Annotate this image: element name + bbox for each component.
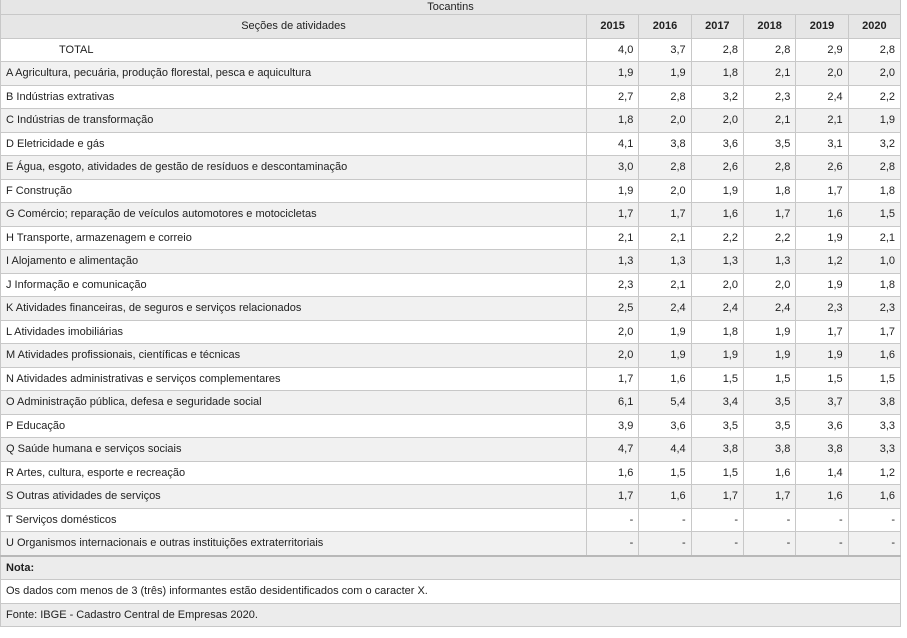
row-value: 1,6: [796, 203, 848, 227]
row-value: 1,9: [691, 179, 743, 203]
row-value: 2,0: [639, 179, 691, 203]
row-value: 2,8: [639, 85, 691, 109]
row-value: 1,8: [587, 109, 639, 133]
row-value: 3,8: [796, 438, 848, 462]
row-value: 2,0: [796, 62, 848, 86]
row-value: -: [639, 508, 691, 532]
row-value: 2,5: [587, 297, 639, 321]
row-value: 6,1: [587, 391, 639, 415]
row-value: 3,8: [639, 132, 691, 156]
row-value: 4,0: [587, 38, 639, 62]
table-row: [1, 461, 901, 485]
row-label: C Indústrias de transformação: [1, 109, 587, 133]
row-value: 1,6: [639, 485, 691, 509]
row-label: B Indústrias extrativas: [1, 85, 587, 109]
row-value: 1,7: [743, 485, 795, 509]
row-value: 1,9: [848, 109, 900, 133]
row-value: 3,5: [691, 414, 743, 438]
row-value: 1,7: [587, 485, 639, 509]
row-label: Q Saúde humana e serviços sociais: [1, 438, 587, 462]
row-value: 2,4: [691, 297, 743, 321]
row-value: 2,1: [743, 62, 795, 86]
row-value: 1,6: [848, 485, 900, 509]
row-value: 2,4: [743, 297, 795, 321]
row-value: 1,8: [848, 179, 900, 203]
row-value: 2,8: [848, 156, 900, 180]
table-row: [1, 344, 901, 368]
row-value: 3,7: [639, 38, 691, 62]
row-value: 1,7: [796, 179, 848, 203]
row-value: 1,8: [691, 320, 743, 344]
row-value: 2,8: [691, 38, 743, 62]
row-label: R Artes, cultura, esporte e recreação: [1, 461, 587, 485]
row-value: 1,4: [796, 461, 848, 485]
row-value: 1,3: [587, 250, 639, 274]
table-row: [1, 109, 901, 133]
column-header-row: [1, 15, 901, 39]
row-value: 2,8: [743, 156, 795, 180]
row-value: 1,5: [639, 461, 691, 485]
row-value: -: [796, 508, 848, 532]
row-value: 1,2: [848, 461, 900, 485]
row-value: 2,2: [691, 226, 743, 250]
row-value: 1,9: [587, 179, 639, 203]
row-label: G Comércio; reparação de veículos automotores e motocicletas: [1, 203, 587, 227]
row-value: 2,2: [743, 226, 795, 250]
row-value: 1,9: [691, 344, 743, 368]
region-header-row: [1, 0, 901, 15]
row-value: 2,0: [848, 62, 900, 86]
table-row: [1, 250, 901, 274]
row-value: 1,5: [691, 367, 743, 391]
row-value: 1,7: [639, 203, 691, 227]
table-row: [1, 297, 901, 321]
row-value: 1,6: [848, 344, 900, 368]
row-value: 2,0: [743, 273, 795, 297]
row-value: 1,5: [743, 367, 795, 391]
row-value: 1,7: [743, 203, 795, 227]
table-row: [1, 438, 901, 462]
row-value: 3,8: [743, 438, 795, 462]
row-value: -: [848, 532, 900, 556]
row-value: 1,8: [848, 273, 900, 297]
row-value: 2,1: [796, 109, 848, 133]
table-row: [1, 532, 901, 556]
row-value: 1,2: [796, 250, 848, 274]
row-value: 1,9: [639, 62, 691, 86]
row-value: 2,0: [691, 273, 743, 297]
row-value: 1,8: [743, 179, 795, 203]
row-value: 2,0: [587, 320, 639, 344]
table-row: [1, 203, 901, 227]
row-value: 3,4: [691, 391, 743, 415]
row-label: K Atividades financeiras, de seguros e serviços relacionados: [1, 297, 587, 321]
year-header[interactable]: 2020: [848, 15, 900, 39]
row-value: -: [587, 532, 639, 556]
year-header[interactable]: 2016: [639, 15, 691, 39]
row-value: -: [743, 508, 795, 532]
row-label: O Administração pública, defesa e seguridade social: [1, 391, 587, 415]
row-value: 2,8: [743, 38, 795, 62]
row-value: 3,6: [796, 414, 848, 438]
row-label: P Educação: [1, 414, 587, 438]
note-text: Os dados com menos de 3 (três) informantes estão desidentificados com o caracter X.: [1, 580, 901, 604]
source-text: Fonte: IBGE - Cadastro Central de Empresas 2020.: [1, 603, 901, 627]
row-value: 3,2: [848, 132, 900, 156]
row-value: 2,4: [639, 297, 691, 321]
table-row: [1, 132, 901, 156]
row-value: -: [587, 508, 639, 532]
row-value: 1,3: [691, 250, 743, 274]
row-value: 3,7: [796, 391, 848, 415]
region-title: Tocantins: [1, 0, 901, 15]
row-value: 3,5: [743, 414, 795, 438]
year-header[interactable]: 2018: [743, 15, 795, 39]
row-value: 2,1: [639, 226, 691, 250]
row-label: J Informação e comunicação: [1, 273, 587, 297]
table-row: [1, 85, 901, 109]
row-value: 2,3: [796, 297, 848, 321]
row-value: 1,9: [796, 344, 848, 368]
row-value: 1,6: [796, 485, 848, 509]
table-row: [1, 226, 901, 250]
row-value: -: [743, 532, 795, 556]
row-value: 2,8: [848, 38, 900, 62]
row-value: 1,7: [691, 485, 743, 509]
row-value: 3,2: [691, 85, 743, 109]
section-column-header[interactable]: Seções de atividades: [1, 15, 587, 39]
row-value: -: [691, 508, 743, 532]
row-value: 1,9: [587, 62, 639, 86]
row-value: 5,4: [639, 391, 691, 415]
row-value: 3,3: [848, 414, 900, 438]
row-value: 4,7: [587, 438, 639, 462]
row-value: 2,3: [587, 273, 639, 297]
table-row: [1, 179, 901, 203]
row-value: -: [639, 532, 691, 556]
row-value: 1,7: [796, 320, 848, 344]
row-value: 1,9: [743, 344, 795, 368]
row-value: 2,9: [796, 38, 848, 62]
row-value: 1,9: [796, 273, 848, 297]
row-label: I Alojamento e alimentação: [1, 250, 587, 274]
row-label: U Organismos internacionais e outras instituições extraterritoriais: [1, 532, 587, 556]
row-label: D Eletricidade e gás: [1, 132, 587, 156]
row-label: N Atividades administrativas e serviços complementares: [1, 367, 587, 391]
row-value: 2,8: [639, 156, 691, 180]
row-value: 3,8: [691, 438, 743, 462]
table-body: [1, 38, 901, 556]
row-value: 2,0: [639, 109, 691, 133]
row-value: 2,0: [587, 344, 639, 368]
row-value: 1,9: [796, 226, 848, 250]
row-value: 2,1: [848, 226, 900, 250]
table-row: [1, 320, 901, 344]
row-value: 1,6: [691, 203, 743, 227]
row-value: 1,5: [796, 367, 848, 391]
row-label: H Transporte, armazenagem e correio: [1, 226, 587, 250]
table-row: [1, 156, 901, 180]
row-value: 2,1: [743, 109, 795, 133]
source-row: [1, 603, 901, 627]
row-value: 2,0: [691, 109, 743, 133]
row-value: 1,0: [848, 250, 900, 274]
table-notes: [1, 556, 901, 627]
row-value: 1,9: [639, 344, 691, 368]
table-row: [1, 273, 901, 297]
year-header[interactable]: 2019: [796, 15, 848, 39]
row-value: 1,5: [848, 203, 900, 227]
row-value: 3,9: [587, 414, 639, 438]
row-value: 3,5: [743, 132, 795, 156]
table-row: [1, 38, 901, 62]
table-row: [1, 414, 901, 438]
row-value: 2,3: [743, 85, 795, 109]
row-value: -: [796, 532, 848, 556]
year-header[interactable]: 2015: [587, 15, 639, 39]
row-value: 4,1: [587, 132, 639, 156]
row-value: -: [848, 508, 900, 532]
row-value: 2,4: [796, 85, 848, 109]
row-value: 3,6: [639, 414, 691, 438]
row-value: 1,7: [587, 203, 639, 227]
row-value: 1,6: [639, 367, 691, 391]
row-label: S Outras atividades de serviços: [1, 485, 587, 509]
row-value: 3,3: [848, 438, 900, 462]
row-value: 3,0: [587, 156, 639, 180]
note-text-row: [1, 580, 901, 604]
row-value: 2,1: [639, 273, 691, 297]
row-value: 1,3: [639, 250, 691, 274]
row-value: 1,6: [743, 461, 795, 485]
row-value: 1,7: [587, 367, 639, 391]
table-row: [1, 62, 901, 86]
row-label: T Serviços domésticos: [1, 508, 587, 532]
row-label: TOTAL: [1, 38, 587, 62]
row-label: F Construção: [1, 179, 587, 203]
row-label: M Atividades profissionais, científicas e técnicas: [1, 344, 587, 368]
row-value: 4,4: [639, 438, 691, 462]
note-row: [1, 556, 901, 580]
row-value: 1,3: [743, 250, 795, 274]
row-value: 1,7: [848, 320, 900, 344]
row-value: 1,9: [639, 320, 691, 344]
row-label: A Agricultura, pecuária, produção florestal, pesca e aquicultura: [1, 62, 587, 86]
row-value: 2,2: [848, 85, 900, 109]
row-value: 3,1: [796, 132, 848, 156]
note-title: Nota:: [1, 556, 901, 580]
row-label: L Atividades imobiliárias: [1, 320, 587, 344]
row-value: 1,5: [691, 461, 743, 485]
table-row: [1, 391, 901, 415]
row-value: 1,9: [743, 320, 795, 344]
table-row: [1, 367, 901, 391]
row-value: 2,7: [587, 85, 639, 109]
year-header[interactable]: 2017: [691, 15, 743, 39]
row-value: 2,6: [796, 156, 848, 180]
row-value: 1,8: [691, 62, 743, 86]
row-value: 3,5: [743, 391, 795, 415]
row-value: 3,8: [848, 391, 900, 415]
row-value: 1,5: [848, 367, 900, 391]
row-value: 2,3: [848, 297, 900, 321]
row-label: E Água, esgoto, atividades de gestão de resíduos e descontaminação: [1, 156, 587, 180]
row-value: -: [691, 532, 743, 556]
row-value: 2,1: [587, 226, 639, 250]
table-row: [1, 508, 901, 532]
table-row: [1, 485, 901, 509]
row-value: 3,6: [691, 132, 743, 156]
row-value: 1,6: [587, 461, 639, 485]
row-value: 2,6: [691, 156, 743, 180]
